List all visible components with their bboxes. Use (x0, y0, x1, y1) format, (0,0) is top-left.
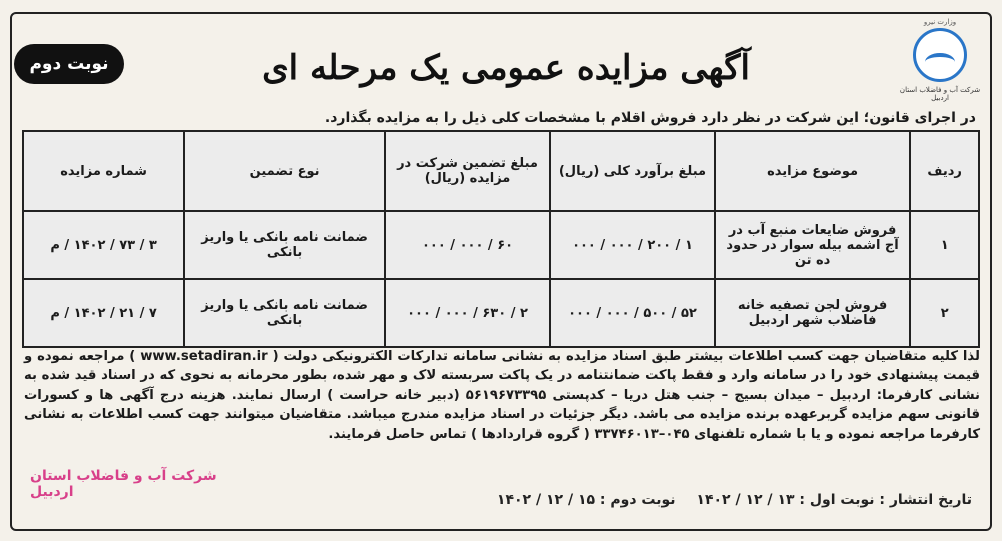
cell-guarantee-type: ضمانت نامه بانکی یا واریز بانکی (184, 211, 385, 279)
cell-guarantee-type: ضمانت نامه بانکی یا واریز بانکی (184, 279, 385, 347)
notice-body: لذا کلیه متقاضیان جهت کسب اطلاعات بیشتر طبق اسناد مزایده به نشانی سامانه تدارکات الکترونیکی دولت ( www.setadiran.ir ) مراجعه نموده و قیمت پیشنهادی خود را در سامانه وارد و فقط پاکت ضمانتنامه در یک پاکت سربسته لاک و مهر شده، بطور محرمانه به نحوی که در اسناد قید شده به نشانی کارفرما: اردبیل – میدان بسیج – جنب هتل دریا – کدپستی ۵۶۱۹۶۷۳۳۹۵ (دبیر خانه حراست ) ارسال نمایند. هزینه درج آگهی ها و کسورات قانونی سهم مزایده گربرعهده برنده مزایده می باشد. دیگر جزئیات در اسناد مزایده مندرج میباشد. متقاضیان میتوانند جهت کسب اطلاعات به نشانی کارفرما مراجعه نموده و یا با شماره تلفنهای ۰۴۵–۳۳۷۴۶۰۱۳ ( گروه قراردادها ) تماس حاصل فرمایند. (24, 349, 980, 442)
table-row (23, 279, 979, 347)
header-estimate: مبلغ برآورد کلی (ریال) (550, 131, 715, 211)
table-header-row (23, 131, 979, 211)
cell-auction-number: ۷ / ۲۱ / ۱۴۰۲ / م (23, 279, 184, 347)
table-row (23, 211, 979, 279)
header-deposit: مبلغ تضمین شرکت در مزایده (ریال) (385, 131, 550, 211)
cell-subject: فروش ضایعات منبع آب در آج اشمه بیله سوار در حدود ده تن (715, 211, 910, 279)
second-publication-date: نوبت دوم : ۱۵ / ۱۲ / ۱۴۰۲ (496, 492, 676, 508)
auction-table (22, 130, 980, 348)
cell-row-number: ۲ (910, 279, 979, 347)
cell-deposit: ۶۰ / ۰۰۰ / ۰۰۰ (385, 211, 550, 279)
header-auction-number: شماره مزایده (23, 131, 184, 211)
company-logo (894, 18, 986, 102)
header-row-number: ردیف (910, 131, 979, 211)
first-publication-date: تاریخ انتشار : نوبت اول : ۱۳ / ۱۲ / ۱۴۰۲ (696, 492, 972, 508)
cell-deposit: ۲ / ۶۳۰ / ۰۰۰ / ۰۰۰ (385, 279, 550, 347)
cell-estimate: ۱ / ۲۰۰ / ۰۰۰ / ۰۰۰ (550, 211, 715, 279)
notice-title: آگهی مزایده عمومی یک مرحله ای (262, 48, 750, 88)
second-round-badge: نوبت دوم (14, 44, 124, 84)
water-drop-icon (913, 28, 967, 82)
cell-row-number: ۱ (910, 211, 979, 279)
company-signature: شرکت آب و فاضلاب استان اردبیل (30, 468, 217, 500)
logo-company-text: شرکت آب و فاضلاب استان اردبیل (899, 86, 981, 103)
notice-intro: در اجرای قانون؛ این شرکت در نظر دارد فروش اقلام با مشخصات کلی ذیل را به مزایده بگذارد. (324, 110, 976, 126)
publication-dates (412, 492, 972, 508)
header-subject: موضوع مزایده (715, 131, 910, 211)
logo-top-text: وزارت نیرو (923, 18, 957, 26)
cell-estimate: ۵۲ / ۵۰۰ / ۰۰۰ / ۰۰۰ (550, 279, 715, 347)
cell-subject: فروش لجن تصفیه خانه فاضلاب شهر اردبیل (715, 279, 910, 347)
cell-auction-number: ۳ / ۷۳ / ۱۴۰۲ / م (23, 211, 184, 279)
header-guarantee-type: نوع تضمین (184, 131, 385, 211)
